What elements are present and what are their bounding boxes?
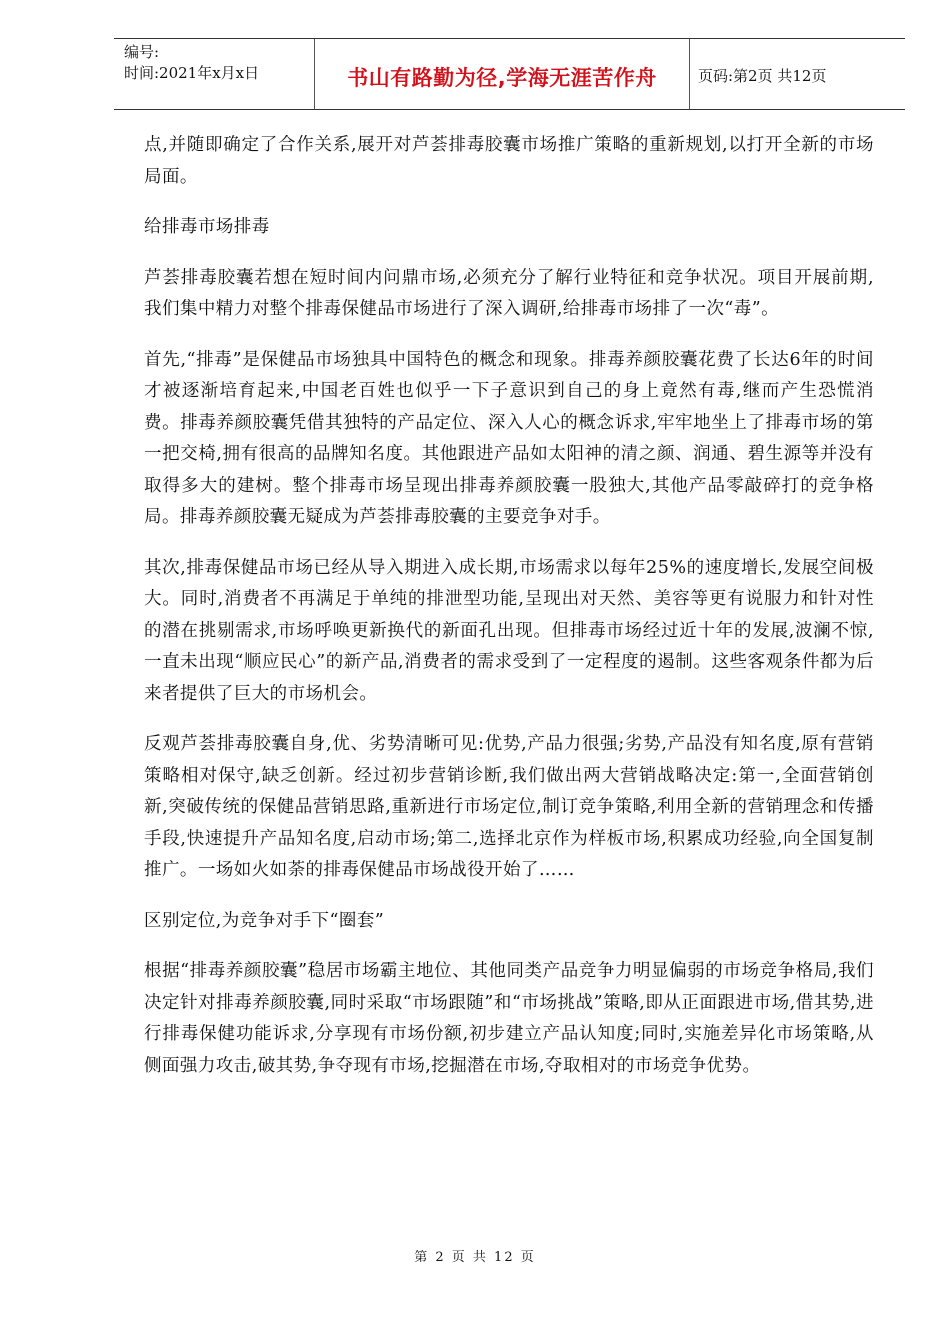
body-paragraph: 其次,排毒保健品市场已经从导入期进入成长期,市场需求以每年25%的速度增长,发展空间极大。同时,消费者不再满足于单纯的排泄型功能,呈现出对天然、美容等更有说服力和针对性的潜在挑剔需求,市场呼唤更新换代的新面孔出现。但排毒市场经过近十年的发展,波澜不惊,一直未出现“顺应民心”的新产品,消费者的需求受到了一定程度的遏制。这些客观条件都为后来者提供了巨大的市场机会。	[144, 557, 874, 704]
page-footer: 第 2 页 共 12 页	[414, 1250, 536, 1265]
body-paragraph: 芦荟排毒胶囊若想在短时间内问鼎市场,必须充分了解行业特征和竞争状况。项目开展前期,我们集中精力对整个排毒保健品市场进行了深入调研,给排毒市场排了一次“毒”。	[144, 267, 874, 319]
section-heading: 区别定位,为竞争对手下“圈套”	[144, 910, 385, 931]
header-motto: 书山有路勤为径,学海无涯苦作舟	[347, 66, 657, 90]
document-time-label: 时间:2021年x月x日	[124, 64, 260, 82]
header-motto-cell	[315, 39, 690, 109]
document-body	[144, 130, 874, 1101]
body-paragraph: 根据“排毒养颜胶囊”稳居市场霸主地位、其他同类产品竞争力明显偏弱的市场竞争格局,我们决定针对排毒养颜胶囊,同时采取“市场跟随”和“市场挑战”策略,即从正面跟进市场,借其势,进行排毒保健功能诉求,分享现有市场份额,初步建立产品认知度;同时,实施差异化市场策略,从侧面强力攻击,破其势,争夺现有市场,挖掘潜在市场,夺取相对的市场竞争优势。	[144, 961, 874, 1076]
section-heading: 给排毒市场排毒	[144, 217, 270, 237]
body-paragraph: 点,并随即确定了合作关系,展开对芦荟排毒胶囊市场推广策略的重新规划,以打开全新的市场局面。	[144, 135, 874, 187]
header-meta-cell	[114, 39, 315, 109]
body-paragraph: 首先,“排毒”是保健品市场独具中国特色的概念和现象。排毒养颜胶囊花费了长达6年的时间才被逐渐培育起来,中国老百姓也似乎一下子意识到自己的身上竟然有毒,继而产生恐慌消费。排毒养颜胶囊凭借其独特的产品定位、深入人心的概念诉求,牢牢地坐上了排毒市场的第一把交椅,拥有很高的品牌知名度。其他跟进产品如太阳神的清之颜、润通、碧生源等并没有取得多大的建树。整个排毒市场呈现出排毒养颜胶囊一股独大,其他产品零敲碎打的竞争格局。排毒养颜胶囊无疑成为芦荟排毒胶囊的主要竞争对手。	[144, 349, 874, 527]
header-page-cell	[690, 39, 905, 109]
header-page-info: 页码:第2页 共12页	[698, 67, 827, 85]
body-paragraph: 反观芦荟排毒胶囊自身,优、劣势清晰可见:优势,产品力很强;劣势,产品没有知名度,原有营销策略相对保守,缺乏创新。经过初步营销诊断,我们做出两大营销战略决定:第一,全面营销创新,突破传统的保健品营销思路,重新进行市场定位,制订竞争策略,利用全新的营销理念和传播手段,快速提升产品知名度,启动市场;第二,选择北京作为样板市场,积累成功经验,向全国复制推广。一场如火如荼的排毒保健品市场战役开始了……	[144, 734, 874, 880]
page-header	[114, 38, 905, 110]
document-number-label: 编号:	[124, 43, 160, 61]
